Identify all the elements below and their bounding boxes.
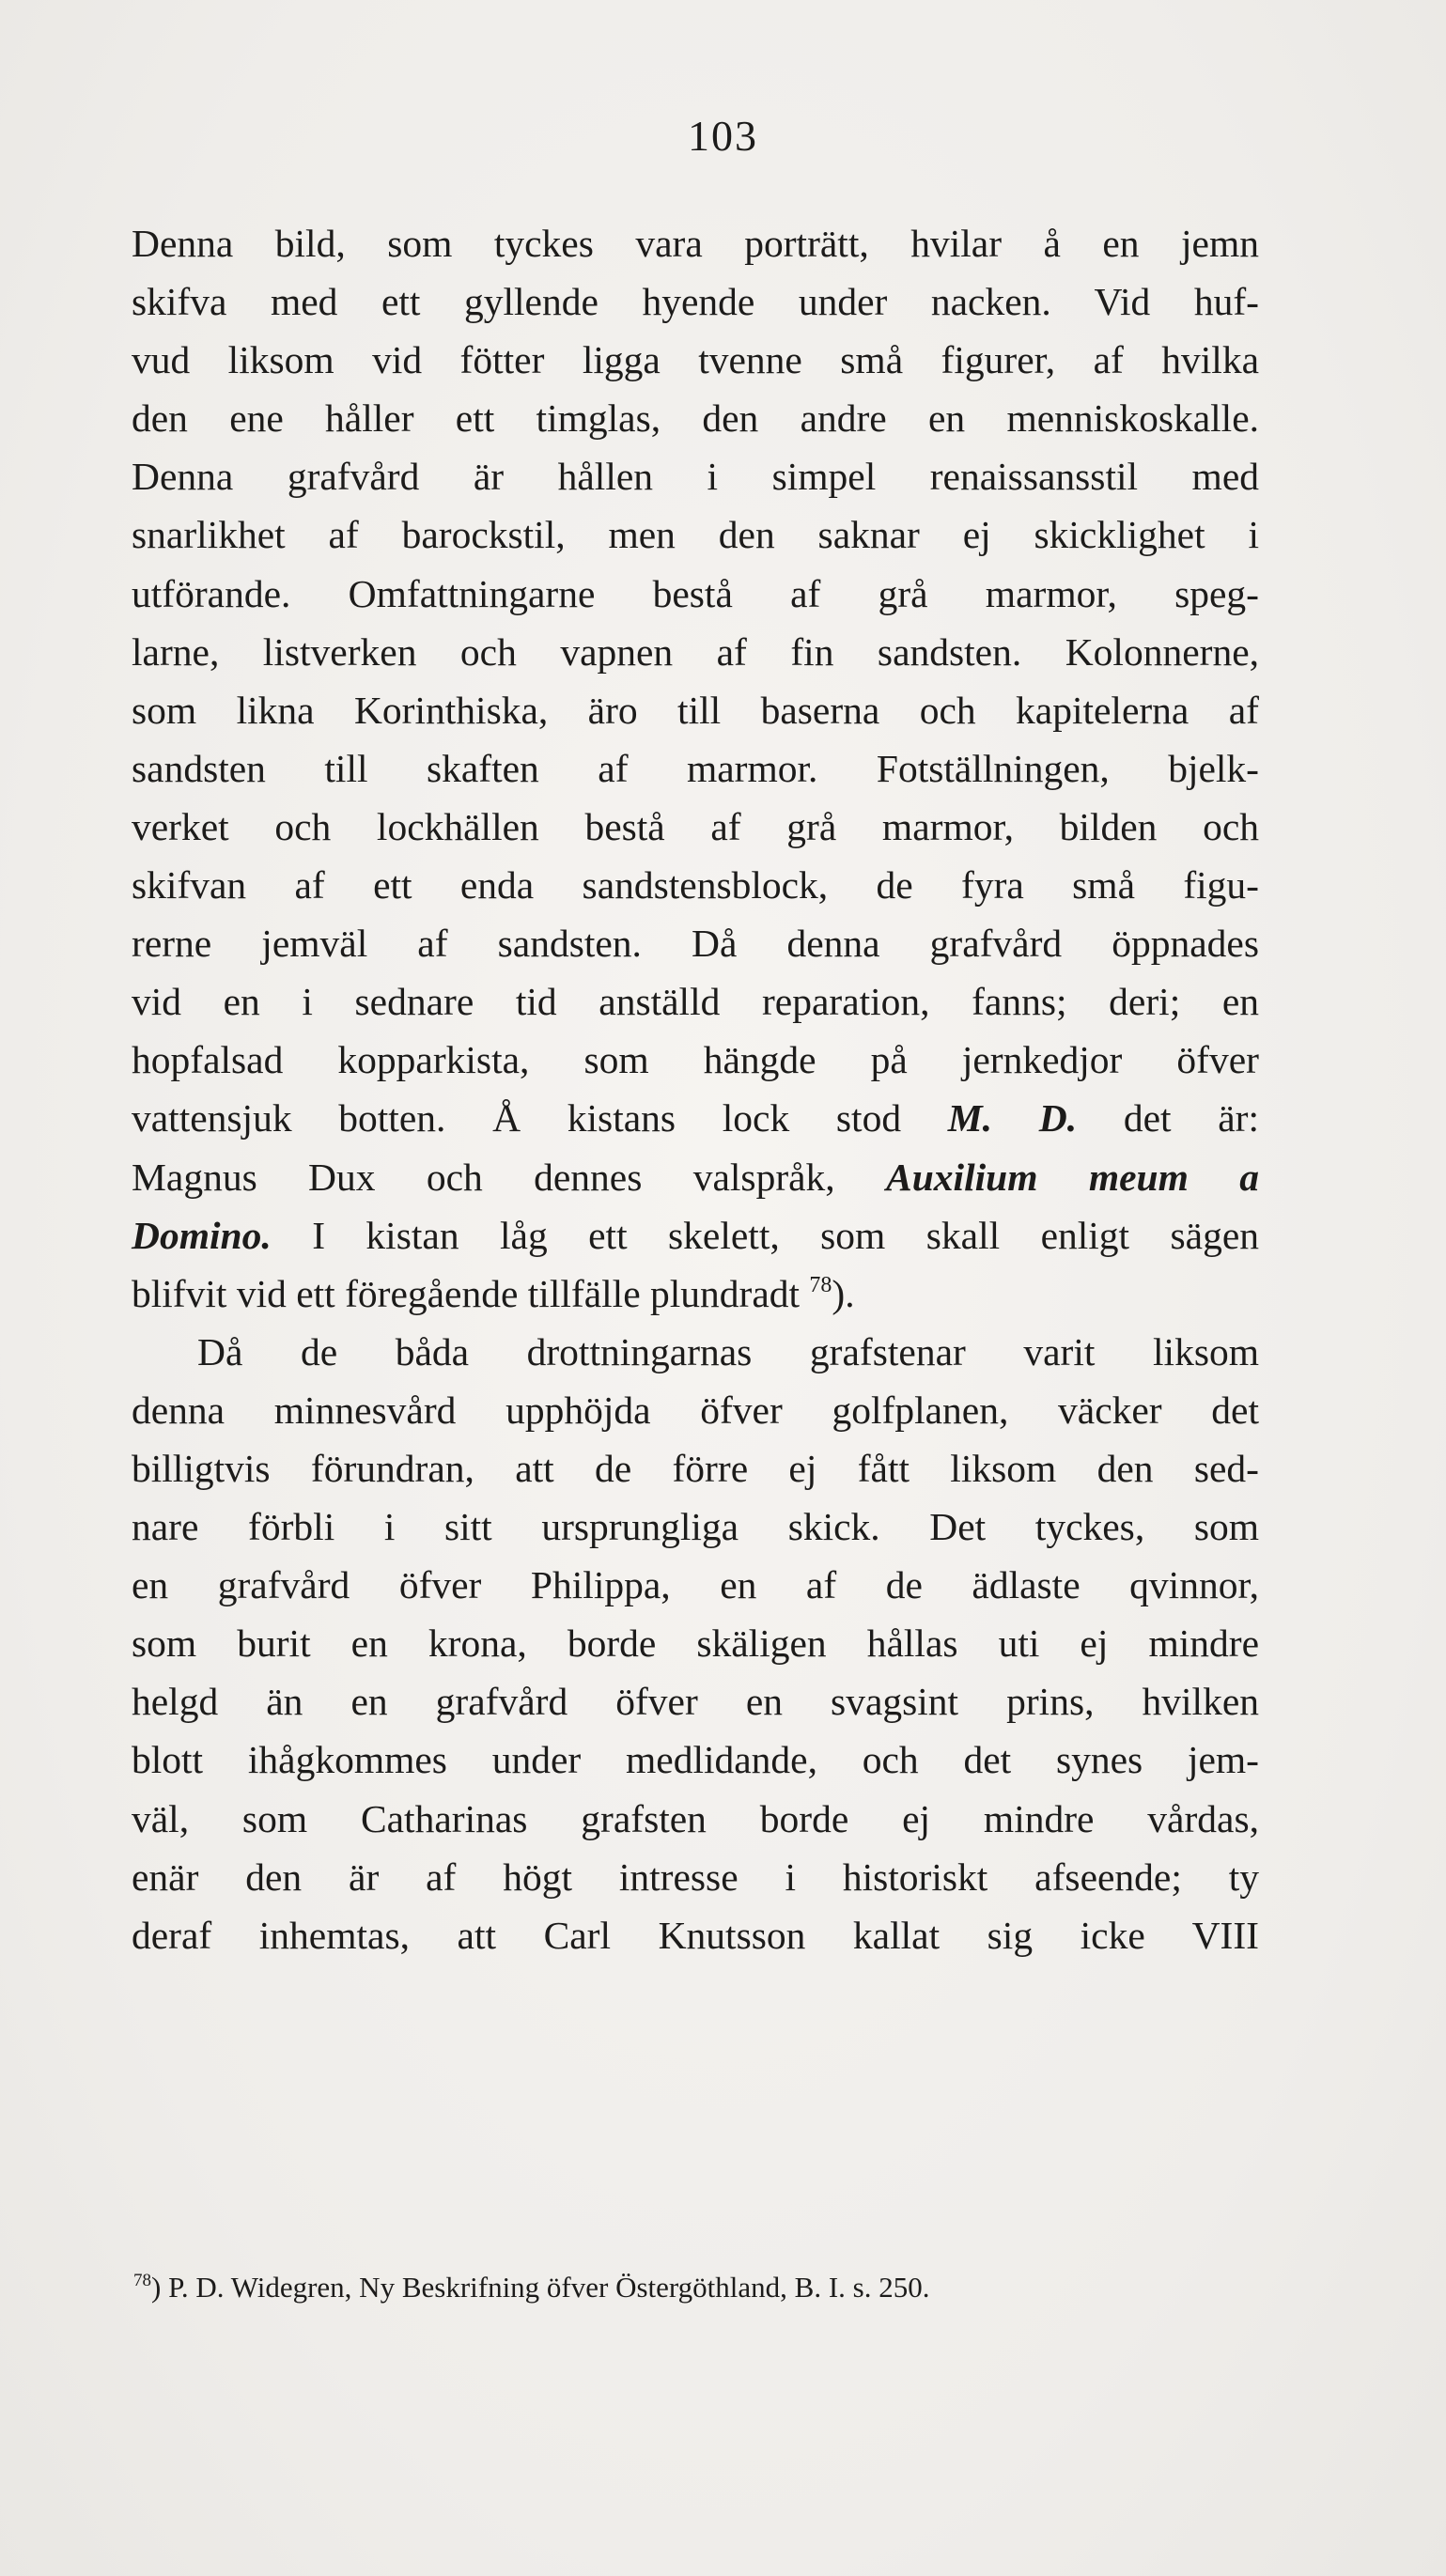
text-line xyxy=(132,1206,1259,1265)
text-line: billigtvis förundran, att de förre ej fått liksom den sed- xyxy=(132,1446,1259,1490)
footnote xyxy=(133,2269,1261,2306)
text-line: skifvan af ett enda sandstensblock, de fyra små figu- xyxy=(132,863,1259,908)
text-line: Denna bild, som tyckes vara porträtt, hvilar å en jemn xyxy=(132,222,1259,265)
footnote-text: ) P. D. Widegren, Ny Beskrifning öfver Östergöthland, B. I. s. 250. xyxy=(151,2271,930,2304)
text-segment: blifvit vid ett föregående tillfälle plundradt xyxy=(132,1271,801,1315)
text-line xyxy=(132,1089,1259,1147)
text-line: utförande. Omfattningarne bestå af grå marmor, speg- xyxy=(132,571,1259,615)
text-line: skifva med ett gyllende hyende under nacken. Vid huf- xyxy=(132,280,1259,324)
text-line: snarlikhet af barockstil, men den saknar ej skicklighet i xyxy=(132,513,1259,557)
text-segment: Magnus Dux och dennes valspråk, xyxy=(132,1155,835,1199)
text-line: Då de båda drottningarnas grafstenar varit liksom xyxy=(197,1329,1259,1373)
text-line: en grafvård öfver Philippa, en af de ädlaste qvinnor, xyxy=(132,1563,1259,1607)
text-line: den ene håller ett timglas, den andre en menniskoskalle. xyxy=(132,396,1259,441)
text-line: enär den är af högt intresse i historiskt afseende; ty xyxy=(132,1854,1259,1899)
monogram-text: M. D. xyxy=(947,1096,1078,1141)
text-line: blott ihågkommes under medlidande, och det synes jem- xyxy=(132,1738,1259,1782)
text-line: verket och lockhällen bestå af grå marmor, bilden och xyxy=(132,804,1259,848)
text-line: nare förbli i sitt ursprungliga skick. Det tyckes, som xyxy=(132,1505,1259,1549)
text-segment: det är: xyxy=(1123,1096,1259,1141)
text-segment: ). xyxy=(832,1271,855,1315)
motto-text: Domino. xyxy=(132,1213,272,1257)
text-line: larne, listverken och vapnen af fin sandsten. Kolonnerne, xyxy=(132,629,1259,674)
text-segment: vattensjuk botten. Å kistans lock stod xyxy=(132,1096,902,1141)
motto-text: Auxilium meum a xyxy=(886,1155,1259,1199)
text-line xyxy=(132,1148,1259,1206)
text-line: helgd än en grafvård öfver en svagsint prins, hvilken xyxy=(132,1680,1259,1724)
footnote-reference: 78 xyxy=(809,1272,832,1297)
text-line xyxy=(132,1265,1259,1323)
text-line: hopfalsad kopparkista, som hängde på jernkedjor öfver xyxy=(132,1038,1259,1082)
body-text xyxy=(132,214,1259,1964)
text-line: deraf inhemtas, att Carl Knutsson kallat sig icke VIII xyxy=(132,1913,1259,1957)
text-line: sandsten till skaften af marmor. Fotställningen, bjelk- xyxy=(132,746,1259,790)
text-line: vid en i sednare tid anställd reparation, fanns; deri; en xyxy=(132,980,1259,1024)
text-line: som likna Korinthiska, äro till baserna och kapitelerna af xyxy=(132,688,1259,732)
text-line: vud liksom vid fötter ligga tvenne små figurer, af hvilka xyxy=(132,338,1259,382)
text-line: denna minnesvård upphöjda öfver golfplanen, väcker det xyxy=(132,1388,1259,1432)
footnote-mark: 78 xyxy=(133,2271,151,2290)
text-line: väl, som Catharinas grafsten borde ej mindre vårdas, xyxy=(132,1796,1259,1840)
page-number: 103 xyxy=(688,112,758,160)
text-line: rerne jemväl af sandsten. Då denna grafvård öppnades xyxy=(132,922,1259,966)
text-line: som burit en krona, borde skäligen hållas uti ej mindre xyxy=(132,1622,1259,1666)
text-line: Denna grafvård är hållen i simpel renaissansstil med xyxy=(132,455,1259,499)
text-segment: I kistan låg ett skelett, som skall enligt sägen xyxy=(312,1213,1259,1257)
